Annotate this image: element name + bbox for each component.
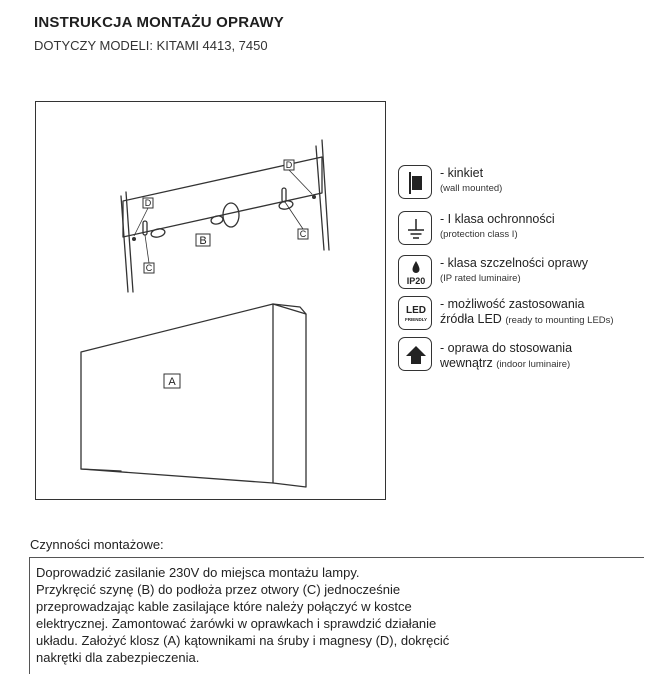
legend-ip20-label: - klasa szczelności oprawy [440, 256, 588, 270]
legend-ip20-sub: (IP rated luminaire) [440, 273, 521, 284]
shade-side [273, 304, 306, 487]
instruction-line: przeprowadzając kable zasilające które należy połączyć w kostce [36, 599, 412, 614]
socket-left [150, 228, 165, 239]
mounting-drawing [35, 101, 386, 500]
instructions-heading: Czynności montażowe: [30, 537, 164, 552]
magnet-left [132, 237, 136, 241]
instruction-line: Doprowadzić zasilanie 230V do miejsca montażu lampy. [36, 565, 360, 580]
instruction-line: elektrycznej. Zamontować żarówki w oprawkach i sprawdzić działanie [36, 616, 437, 631]
legend-indoor-sub: (indoor luminaire) [496, 359, 571, 370]
label-c-right: C [299, 229, 307, 239]
page-title: INSTRUKCJA MONTAŻU OPRAWY [34, 14, 284, 31]
label-d-left: D [144, 198, 152, 208]
legend-item-ip20 [398, 255, 643, 291]
ip20-icon-text: IP20 [406, 276, 426, 286]
legend-led-label: - możliwość zastosowania [440, 297, 585, 311]
led-friendly-icon [398, 296, 432, 330]
mounting-diagram [36, 102, 387, 501]
label-c-left: C [145, 263, 153, 273]
legend-wall-mounted-sub: (wall mounted) [440, 183, 503, 194]
legend-indoor-label: - oprawa do stosowania [440, 341, 573, 355]
legend-wall-mounted-label: - kinkiet [440, 166, 484, 180]
instruction-line: Przykręcić szynę (B) do podłoża przez otwory (C) jednocześnie [36, 582, 401, 597]
indoor-icon [398, 337, 432, 371]
label-d-right: D [285, 160, 293, 170]
legend-led-main: źródła LED [440, 312, 502, 326]
model-subtitle: DOTYCZY MODELI: KITAMI 4413, 7450 [34, 38, 268, 53]
legend-item-led [398, 296, 643, 332]
label-a: A [168, 376, 176, 388]
shade-front [81, 304, 273, 483]
led-icon-text: LED [406, 305, 426, 316]
legend-item-wall-mounted [398, 165, 643, 201]
legend-item-protection-class [398, 211, 643, 247]
legend-protection-class-label: - I klasa ochronności [440, 212, 555, 226]
instructions-box [29, 557, 644, 674]
legend-indoor-main: wewnątrz [440, 356, 493, 370]
magnet-right [312, 195, 316, 199]
ip20-icon [398, 255, 432, 289]
protection-class-icon [398, 211, 432, 245]
label-b: B [199, 235, 207, 247]
led-icon-subtext: FRIENDLY [404, 317, 428, 322]
legend-item-indoor [398, 337, 643, 373]
instruction-line: nakrętki dla zabezpieczenia. [36, 650, 200, 665]
socket-right [278, 200, 293, 211]
slot-right [282, 188, 286, 202]
wall-mounted-icon [398, 165, 432, 199]
legend-protection-class-sub: (protection class I) [440, 229, 518, 240]
instruction-line: układu. Założyć klosz (A) kątownikami na śruby i magnesy (D), dokręcić [36, 633, 450, 648]
slot-left [143, 221, 147, 235]
cable-clamp [210, 215, 223, 225]
legend-led-sub: (ready to mounting LEDs) [505, 315, 614, 326]
